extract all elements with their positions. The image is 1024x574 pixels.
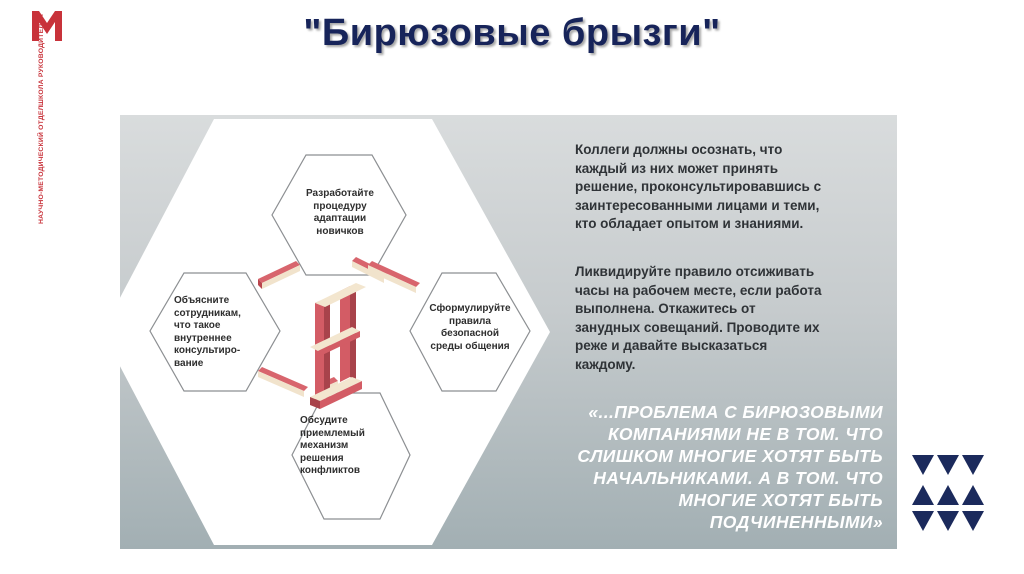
hex-label-bottom: Обсудите приемлемый механизм решения конфликтов — [300, 415, 365, 476]
hex-label-top: Разработайте процедуру адаптации новичков — [306, 188, 374, 237]
hex-label-left: Объясните сотрудникам, что такое внутреннее консультиро- вание — [174, 295, 241, 369]
hex-label-right: Сформулируйте правила безопасной среды общения — [429, 303, 511, 352]
org-line-2: ШКОЛА РУКОВОДИТЕЛЕЙ — [38, 13, 45, 106]
paragraph-1: Коллеги должны осознать, что каждый из них может принять решение, проконсультировавшись с заинтересованными лицами и теми, кто обладает опытом и знаниями. — [575, 142, 822, 231]
content-panel — [120, 115, 897, 549]
paragraph-2: Ликвидируйте правило отсиживать часы на рабочем месте, если работа выполнена. Откажитесь от занудных совещаний. Проводите их реже и давайте высказаться каждому. — [575, 264, 822, 372]
slide-title: "Бирюзовые брызги" — [303, 12, 721, 54]
org-line-1: НАУЧНО-МЕТОДИЧЕСКИЙ ОТДЕЛ — [38, 105, 45, 225]
quote-block: «...ПРОБЛЕМА С БИРЮЗОВЫМИ КОМПАНИЯМИ НЕ В ТОМ. ЧТО СЛИШКОМ МНОГИЕ ХОТЯТ БЫТЬ НАЧАЛЬНИКАМИ. А В ТОМ. ЧТО МНОГИЕ ХОТЯТ БЫТЬ ПОДЧИНЕННЫМИ» — [577, 402, 883, 532]
organization-name — [38, 13, 46, 225]
navy-triangles-pattern-icon — [912, 455, 984, 547]
